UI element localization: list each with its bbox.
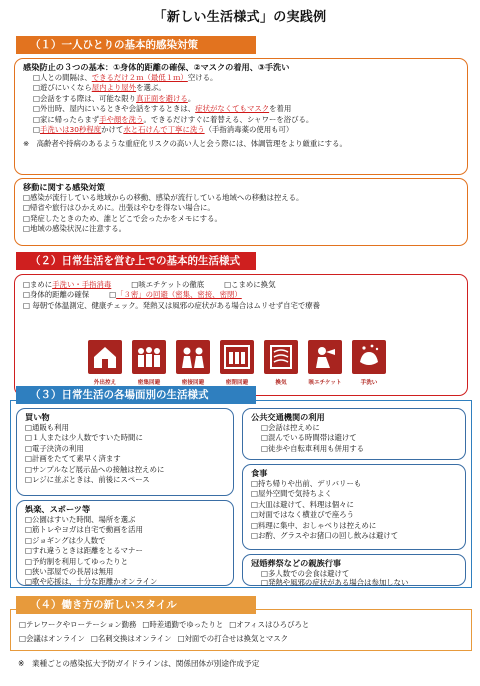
basic-line-1: □人との間隔は、できるだけ２ｍ（最低１ｍ）空ける。 [33,73,218,82]
avoid-crowds-caption: 密集回避 [137,380,161,386]
basic-line-3: □会話をする際は、可能な限り真正面を避ける。 [33,93,196,103]
section-4-header: （４）働き方の新しいスタイル [16,596,256,614]
avoid-closed-space-caption: 密閉回避 [225,380,249,386]
leisure-item: □狭い部屋での長居は無用 [25,567,114,577]
basic-note: ※ 高齢者や持病のあるような重症化リスクの高い人と会う際には、体調管理をより厳重にする。 [23,139,347,149]
transit-box [242,408,466,460]
meal-item: □お酌、グラスやお猪口の回し飲みは避けて [251,531,399,541]
basic-measures-heading: 感染防止の３つの基本：①身体的距離の確保、②マスクの着用、③手洗い [23,62,290,72]
meal-item: □対面ではなく横並びで座ろう [251,510,355,520]
shopping-item: □電子決済の利用 [25,443,84,453]
shopping-box [16,408,234,496]
shopping-item: □１人または少人数ですいた時間に [25,433,143,443]
basic-line-4: □外出時、屋内にいるときや会話をするときは、症状がなくてもマスクを着用 [33,104,292,114]
movement-heading: 移動に関する感染対策 [23,182,105,192]
hand-washing-icon [352,340,386,374]
work-row-2: □会議はオンライン □名刺交換はオンライン □対面での打合せは換気とマスク [19,634,289,643]
shopping-heading: 買い物 [25,412,50,422]
leisure-item: □公園はすいた時間、場所を選ぶ [25,515,136,524]
section-2-header: （２）日常生活を営む上での基本的生活様式 [16,252,256,270]
leisure-item: □すれ違うときは距離をとるマナー [25,546,143,556]
movement-line-4: □地域の感染状況に注意する。 [23,224,127,234]
cough-etiquette-icon [308,340,342,374]
movement-line-3: □発症したときのため、誰とどこで会ったかをメモにする。 [23,213,222,223]
avoid-close-contact-caption: 密接回避 [181,380,205,386]
transit-item: □徒歩や自転車利用も併用する [261,443,365,453]
avoid-closed-space-icon [220,340,254,374]
cough-etiquette-caption: 咳エチケット [308,380,342,386]
shopping-item: □サンプルなど展示品への接触は控えめに [25,464,165,474]
work-row-1: □テレワークやローテーション勤務 □時差通勤でゆったりと □オフィスはひろびろと [19,620,310,629]
meal-item: □料理に集中、おしゃべりは控えめに [251,520,377,530]
basic-line-5: □家に帰ったらまず手や顔を洗う。できるだけすぐに着替える、シャワーを浴びる。 [33,114,314,124]
ceremony-box [242,554,466,586]
stay-home-icon [88,340,122,374]
shopping-item: □レジに並ぶときは、前後にスペース [25,475,150,485]
hand-washing-caption: 手洗い [360,380,378,386]
leisure-item: □予約制を利用してゆったりと [25,556,128,566]
leisure-item: □筋トレやヨガは自宅で動画を活用 [25,525,143,535]
daily-row-1: □まめに手洗い・手指消毒 □咳エチケットの徹底 □こまめに換気 [23,280,276,289]
movement-line-1: □感染が流行している地域からの移動、感染が流行している地域への移動は控える。 [23,193,304,202]
avoid-crowds-icon [132,340,166,374]
footnote: ※ 業種ごとの感染拡大予防ガイドラインは、関係団体が別途作成予定 [18,659,260,668]
pictogram-row [88,340,388,390]
ceremony-item: □多人数での会食は避けて [261,569,350,578]
leisure-item: □歌や応援は、十分な距離かオンライン [25,577,158,587]
transit-item: □会話は控えめに [261,423,320,432]
ceremony-heading: 冠婚葬祭などの親族行事 [251,558,342,568]
leisure-box [16,500,234,586]
meal-item: □屋外空間で気持ちよく [251,489,332,499]
ceremony-item: □発熱や風邪の症状がある場合は参加しない [261,578,409,587]
meal-heading: 食事 [251,468,268,478]
movement-line-2: □帰省や旅行はひかえめに。出張はやむを得ない場合に。 [23,203,215,213]
meal-item: □持ち帰りや出前、デリバリーも [251,479,362,488]
leisure-heading: 娯楽、スポーツ等 [25,504,91,514]
ventilation-icon [264,340,298,374]
basic-measures-box [14,58,468,175]
stay-home-caption: 外出控え [93,380,117,386]
daily-row-3: □ 毎朝で体温測定、健康チェック。発熱又は風邪の症状がある場合はムリせず自宅で療養 [23,300,321,310]
transit-heading: 公共交通機関の利用 [251,412,325,422]
shopping-item: □通販も利用 [25,423,69,432]
section-1-header: （１）一人ひとりの基本的感染対策 [16,36,256,54]
transit-item: □混んでいる時間帯は避けて [261,433,357,443]
basic-line-2: □遊びにいくなら屋内より屋外を選ぶ。 [33,83,166,93]
avoid-close-contact-icon [176,340,210,374]
ventilation-caption: 換気 [275,380,287,386]
basic-line-6: □手洗いは30秒程度かけて水と石けんで丁寧に洗う（手指消毒薬の使用も可） [33,125,294,135]
page-title: 「新しい生活様式」の実践例 [153,10,327,25]
movement-measures-box [14,178,468,246]
section-3-header: （３）日常生活の各場面別の生活様式 [16,386,256,404]
meal-box [242,464,466,550]
leisure-item: □ジョギングは少人数で [25,535,106,545]
daily-row-2: □身体的距離の確保 □「３密」の回避（密集、密接、密閉） [23,290,242,300]
meal-item: □大皿は避けて、料理は個々に [251,499,354,509]
work-style-box [10,609,472,651]
shopping-item: □計画をたてて素早く済ます [25,454,121,464]
